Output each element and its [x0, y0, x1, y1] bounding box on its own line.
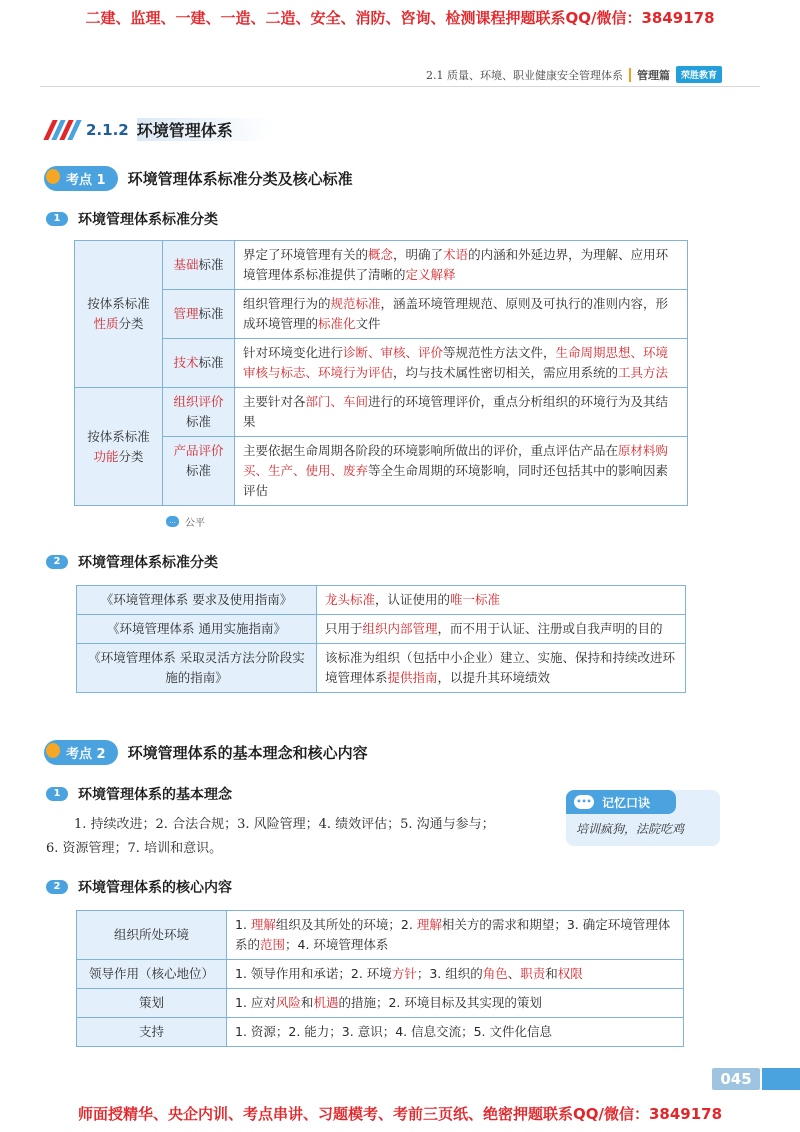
sub-title: 环境管理体系的基本理念: [78, 787, 232, 803]
standard-name-cell: 《环境管理体系 采取灵活方法分阶段实施的指南》: [77, 644, 317, 693]
core-content-table: [76, 910, 684, 1047]
table-row: [77, 1018, 684, 1047]
handwritten-note: [166, 514, 205, 529]
chat-bubble-icon: •••: [574, 795, 594, 809]
table-row: [77, 911, 684, 960]
sub-number: 2: [46, 555, 68, 569]
category-cell: 技术标准: [163, 339, 235, 388]
content-detail-cell: 1. 理解组织及其所处的环境；2. 理解相关方的需求和期望；3. 确定环境管理体系的范围；4. 环境管理体系: [227, 911, 684, 960]
group-label: 按体系标准: [87, 296, 150, 311]
table-row: [75, 437, 688, 506]
section-number: 2.1.2: [86, 120, 129, 139]
sub-title: 环境管理体系的核心内容: [78, 880, 232, 896]
note-text: 公平: [185, 518, 205, 529]
page-tab-decoration: [762, 1068, 800, 1090]
content-name-cell: 组织所处环境: [77, 911, 227, 960]
category-red: 基础: [173, 257, 199, 272]
category-cell: 组织评价 标准: [163, 388, 235, 437]
description-cell: 只用于组织内部管理，而不用于认证、注册或自我声明的目的: [317, 615, 686, 644]
description-cell: 该标准为组织（包括中小企业）建立、实施、保持和持续改进环境管理体系提供指南，以提升其环境绩效: [317, 644, 686, 693]
concepts-line-2: 6. 资源管理；7. 培训和意识。: [46, 841, 223, 856]
kaodian-1-label: 考点 1: [44, 166, 118, 191]
table-row: [75, 241, 688, 290]
description-cell: 界定了环境管理有关的概念，明确了术语的内涵和外延边界，为理解、应用环境管理体系标准提供了清晰的定义解释: [235, 241, 688, 290]
kaodian-2-label: 考点 2: [44, 740, 118, 765]
table-row: [77, 615, 686, 644]
table-row: [75, 290, 688, 339]
chapter-title: 2.1 质量、环境、职业健康安全管理体系: [425, 68, 623, 82]
kaodian-1-title: 环境管理体系标准分类及核心标准: [127, 170, 353, 188]
standard-name-cell: 《环境管理体系 通用实施指南》: [77, 615, 317, 644]
category-end: 标准: [198, 257, 224, 272]
section-title: 环境管理体系: [137, 118, 273, 141]
memo-title: 记忆口诀: [602, 796, 651, 810]
header-separator: [629, 68, 631, 82]
group-label-end: 分类: [118, 316, 144, 331]
header-rule: [40, 86, 760, 87]
group-label-red: 性质: [93, 316, 119, 331]
concepts-line-1: 1. 持续改进；2. 合法合规；3. 风险管理；4. 绩效评估；5. 沟通与参与；: [74, 817, 495, 832]
sub-title: 环境管理体系标准分类: [78, 212, 218, 228]
speech-bubble-icon: …: [166, 516, 179, 527]
content-name-cell: 策划: [77, 989, 227, 1018]
page-number: 045: [712, 1068, 760, 1090]
section-heading: [44, 118, 273, 141]
content-detail-cell: 1. 资源；2. 能力；3. 意识；4. 信息交流；5. 文件化信息: [227, 1018, 684, 1047]
description-cell: 针对环境变化进行诊断、审核、评价等规范性方法文件，生命周期思想、环境审核与标志、环境行为评估，均与技术属性密切相关，需应用系统的工具方法: [235, 339, 688, 388]
kaodian-1-heading: [44, 166, 353, 191]
standard-name-cell: 《环境管理体系 要求及使用指南》: [77, 586, 317, 615]
table-row: [75, 388, 688, 437]
table-row: [77, 586, 686, 615]
group-function-cell: 按体系标准 功能分类: [75, 388, 163, 506]
subheading-2: [46, 552, 218, 572]
memo-header: [566, 790, 676, 814]
table-row: [77, 989, 684, 1018]
table-row: [75, 339, 688, 388]
subheading-3: [46, 784, 232, 804]
description-cell: 主要针对各部门、车间进行的环境管理评价，重点分析组织的环境行为及其结果: [235, 388, 688, 437]
memo-text: 培训疯狗，法院吃鸡: [576, 822, 685, 836]
description-cell: 主要依据生命周期各阶段的环境影响所做出的评价，重点评估产品在原材料购买、生产、使用、废弃等全生命周期的环境影响，同时还包括其中的影响因素评估: [235, 437, 688, 506]
category-cell: [163, 241, 235, 290]
sub-number: 1: [46, 787, 68, 801]
core-standards-table: [76, 585, 686, 693]
category-cell: 产品评价 标准: [163, 437, 235, 506]
top-promo-banner: 二建、监理、一建、一造、二造、安全、消防、咨询、检测课程押题联系QQ/微信：3849178: [85, 9, 715, 27]
sub-number: 2: [46, 880, 68, 894]
content-name-cell: 领导作用（核心地位）: [77, 960, 227, 989]
running-header: [426, 66, 722, 83]
memory-tip-box: [566, 790, 720, 846]
content-detail-cell: 1. 领导作用和承诺；2. 环境方针；3. 组织的角色、职责和权限: [227, 960, 684, 989]
description-cell: 龙头标准，认证使用的唯一标准: [317, 586, 686, 615]
kaodian-2-heading: [44, 740, 368, 765]
content-detail-cell: 1. 应对风险和机遇的措施；2. 环境目标及其实现的策划: [227, 989, 684, 1018]
group-nature-cell: [75, 241, 163, 388]
bottom-promo-banner: 师面授精华、央企内训、考点串讲、习题模考、考前三页纸、绝密押题联系QQ/微信：3849178: [77, 1105, 723, 1123]
description-cell: 组织管理行为的规范标准，涵盖环境管理规范、原则及可执行的准则内容，形成环境管理的标准化文件: [235, 290, 688, 339]
stripes-icon: [44, 120, 78, 140]
subheading-1: [46, 209, 218, 229]
standards-classification-table: [74, 240, 688, 506]
brand-logo: 荣胜教育: [676, 66, 722, 83]
content-name-cell: 支持: [77, 1018, 227, 1047]
sub-title: 环境管理体系标准分类: [78, 555, 218, 571]
sub-number: 1: [46, 212, 68, 226]
table-row: [77, 644, 686, 693]
part-name: 管理篇: [636, 68, 670, 82]
kaodian-2-title: 环境管理体系的基本理念和核心内容: [127, 744, 368, 762]
subheading-4: [46, 877, 232, 897]
table-row: [77, 960, 684, 989]
category-cell: 管理标准: [163, 290, 235, 339]
